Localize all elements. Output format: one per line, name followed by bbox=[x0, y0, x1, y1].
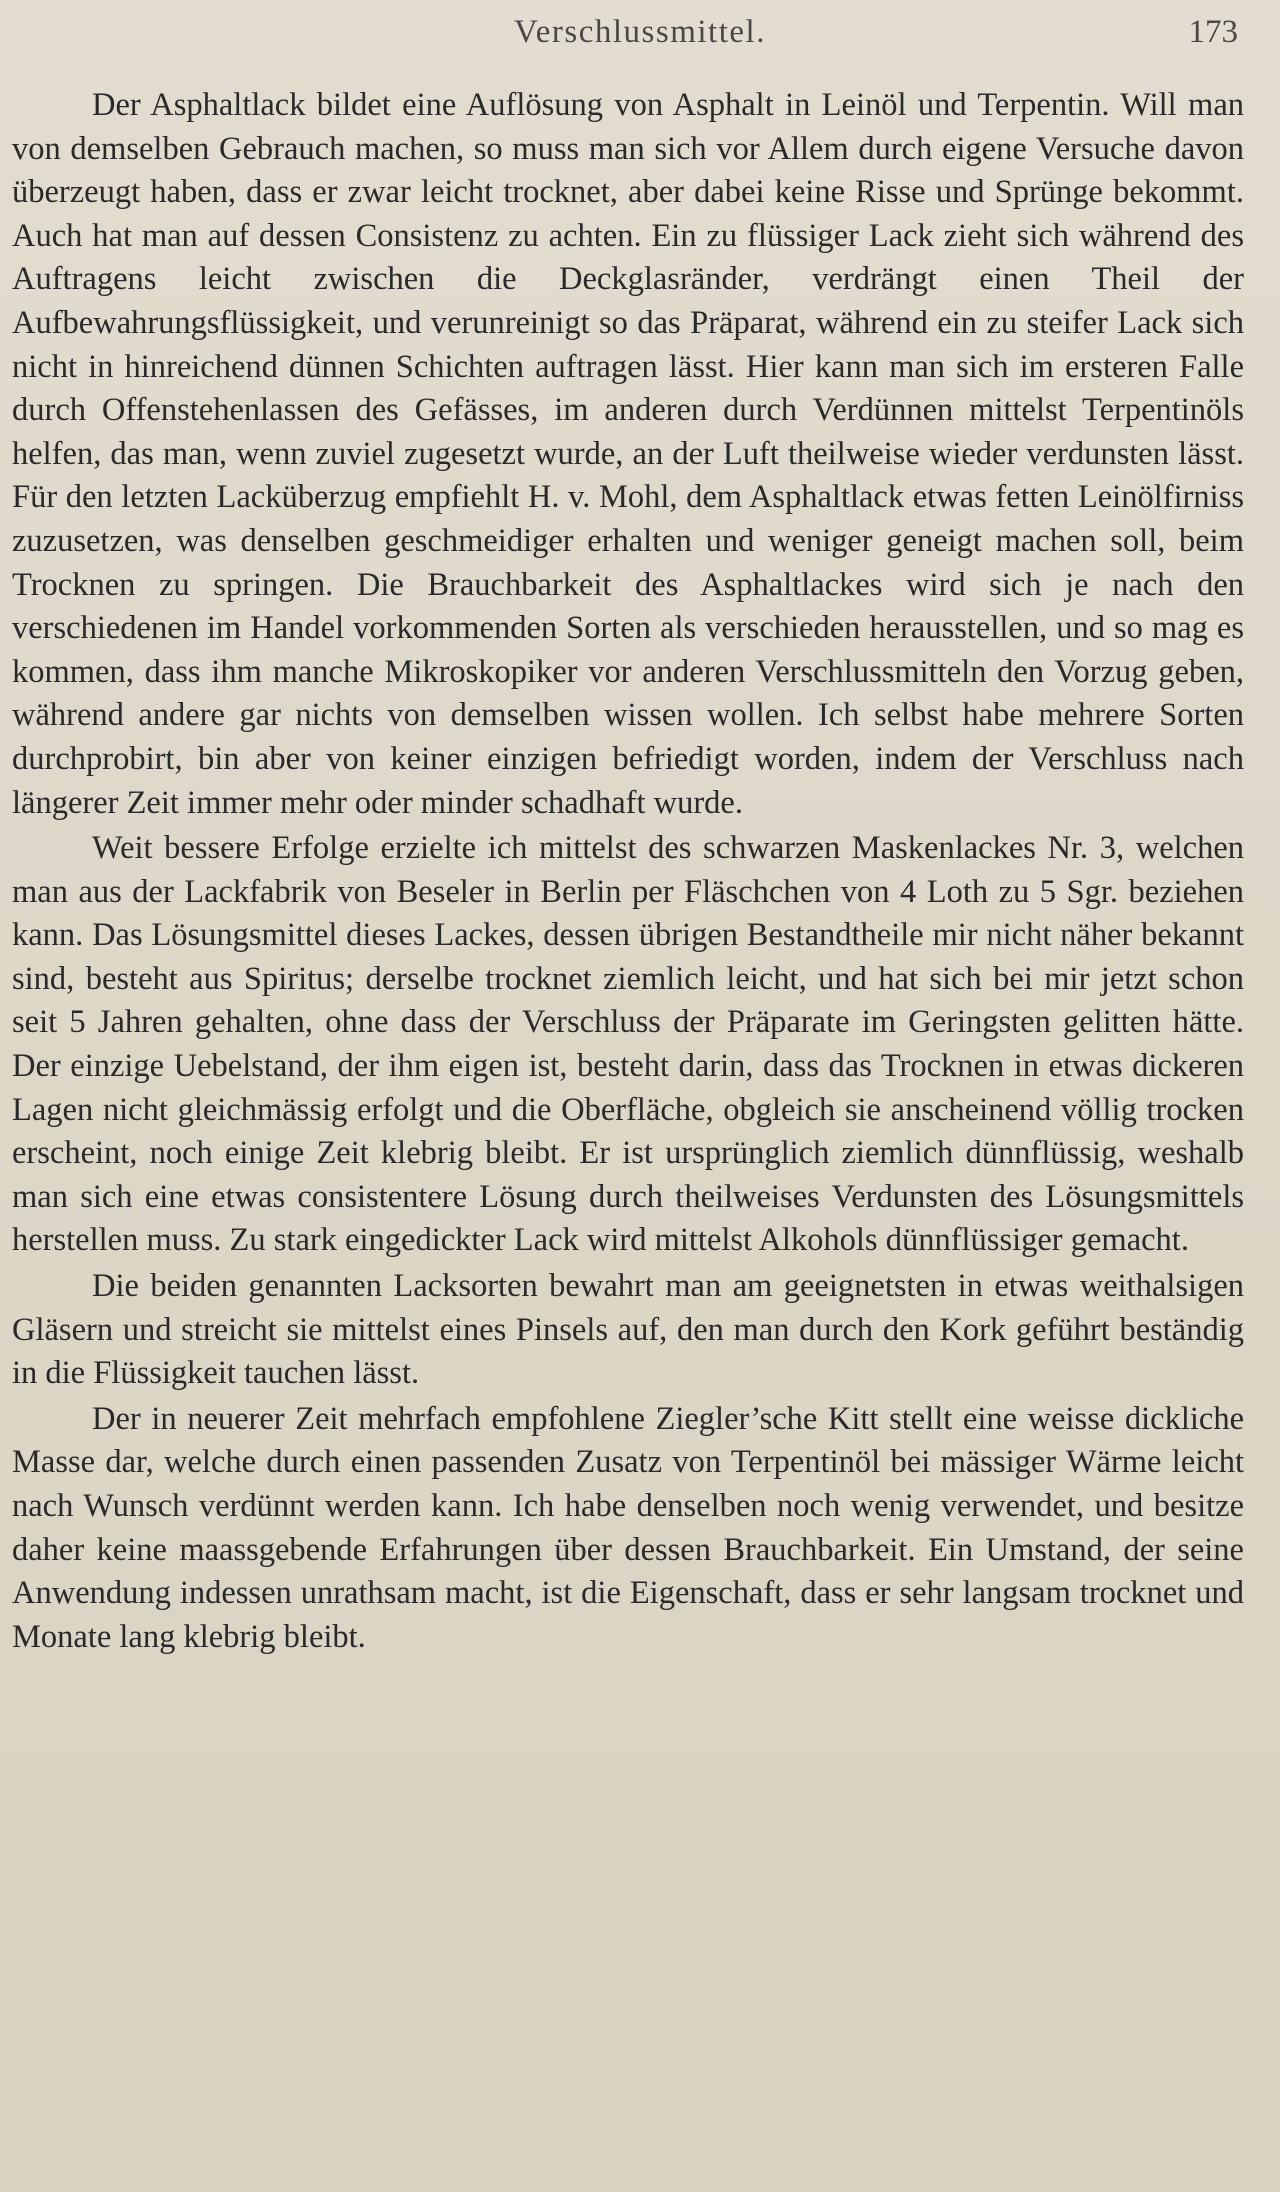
running-head bbox=[0, 14, 1280, 64]
body-text bbox=[12, 84, 1244, 1659]
paragraph-maskenlack: Weit bessere Erfolge erzielte ich mittelst des schwarzen Maskenlackes Nr. 3, welchen man aus der Lackfabrik von Beseler in Berlin per Fläschchen von 4 Loth zu 5 Sgr. beziehen kann. Das Lösungsmittel dieses Lackes, dessen übrigen Bestandtheile mir nicht näher bekannt sind, besteht aus Spiritus; derselbe trocknet ziemlich leicht, und hat sich bei mir jetzt schon seit 5 Jahren gehalten, ohne dass der Verschluss der Präparate im Geringsten gelitten hätte. Der einzige Uebelstand, der ihm eigen ist, besteht darin, dass das Trocknen in etwas dickeren Lagen nicht gleichmässig erfolgt und die Oberfläche, obgleich sie anscheinend völlig trocken erscheint, noch einige Zeit klebrig bleibt. Er ist ursprünglich ziemlich dünnflüssig, weshalb man sich eine etwas consistentere Lösung durch theilweises Verdunsten des Lösungsmittels herstellen muss. Zu stark eingedickter Lack wird mittelst Alkohols dünnflüssiger gemacht. bbox=[12, 830, 1244, 1259]
paragraph-ziegler-kitt: Der in neuerer Zeit mehrfach empfohlene Ziegler’sche Kitt stellt eine weisse dickliche Masse dar, welche durch einen passenden Zusatz von Terpentinöl bei mässiger Wärme leicht nach Wunsch verdünnt werden kann. Ich habe denselben noch wenig verwendet, und besitze daher keine maassgebende Erfahrungen über dessen Brauchbarkeit. Ein Umstand, der seine Anwendung indessen unrathsam macht, ist die Eigenschaft, dass er sehr langsam trocknet und Monate lang klebrig bleibt. bbox=[12, 1400, 1244, 1655]
page-title: Verschlussmittel. bbox=[514, 14, 766, 50]
page-number: 173 bbox=[1188, 14, 1238, 50]
paragraph-lacksorten: Die beiden genannten Lacksorten bewahrt man am geeignetsten in etwas weithalsigen Gläsern und streicht sie mittelst eines Pinsels auf, den man durch den Kork geführt beständig in die Flüssigkeit tauchen lässt. bbox=[12, 1268, 1244, 1392]
paragraph-asphaltlack: Der Asphaltlack bildet eine Auflösung von Asphalt in Leinöl und Terpentin. Will man von demselben Gebrauch machen, so muss man sich vor Allem durch eigene Versuche davon überzeugt haben, dass er zwar leicht trocknet, aber dabei keine Risse und Sprünge bekommt. Auch hat man auf dessen Consistenz zu achten. Ein zu flüssiger Lack zieht sich während des Auftragens leicht zwischen die Deckglasränder, verdrängt einen Theil der Aufbewahrungsflüssigkeit, und verunreinigt so das Präparat, während ein zu steifer Lack sich nicht in hinreichend dünnen Schichten auftragen lässt. Hier kann man sich im ersteren Falle durch Offenstehenlassen des Gefässes, im anderen durch Verdünnen mittelst Terpentinöls helfen, das man, wenn zuviel zugesetzt wurde, an der Luft theilweise wieder verdunsten lässt. Für den letzten Lacküberzug empfiehlt H. v. Mohl, dem Asphaltlack etwas fetten Leinölfirniss zuzusetzen, was denselben geschmeidiger erhalten und weniger geneigt machen soll, beim Trocknen zu springen. Die Brauchbarkeit des Asphaltlackes wird sich je nach den verschiedenen im Handel vorkommenden Sorten als verschieden herausstellen, und so mag es kommen, dass ihm manche Mikroskopiker vor anderen Verschlussmitteln den Vorzug geben, während andere gar nichts von demselben wissen wollen. Ich selbst habe mehrere Sorten durchprobirt, bin aber von keiner einzigen befriedigt worden, indem der Verschluss nach längerer Zeit immer mehr oder minder schadhaft wurde. bbox=[12, 87, 1244, 821]
